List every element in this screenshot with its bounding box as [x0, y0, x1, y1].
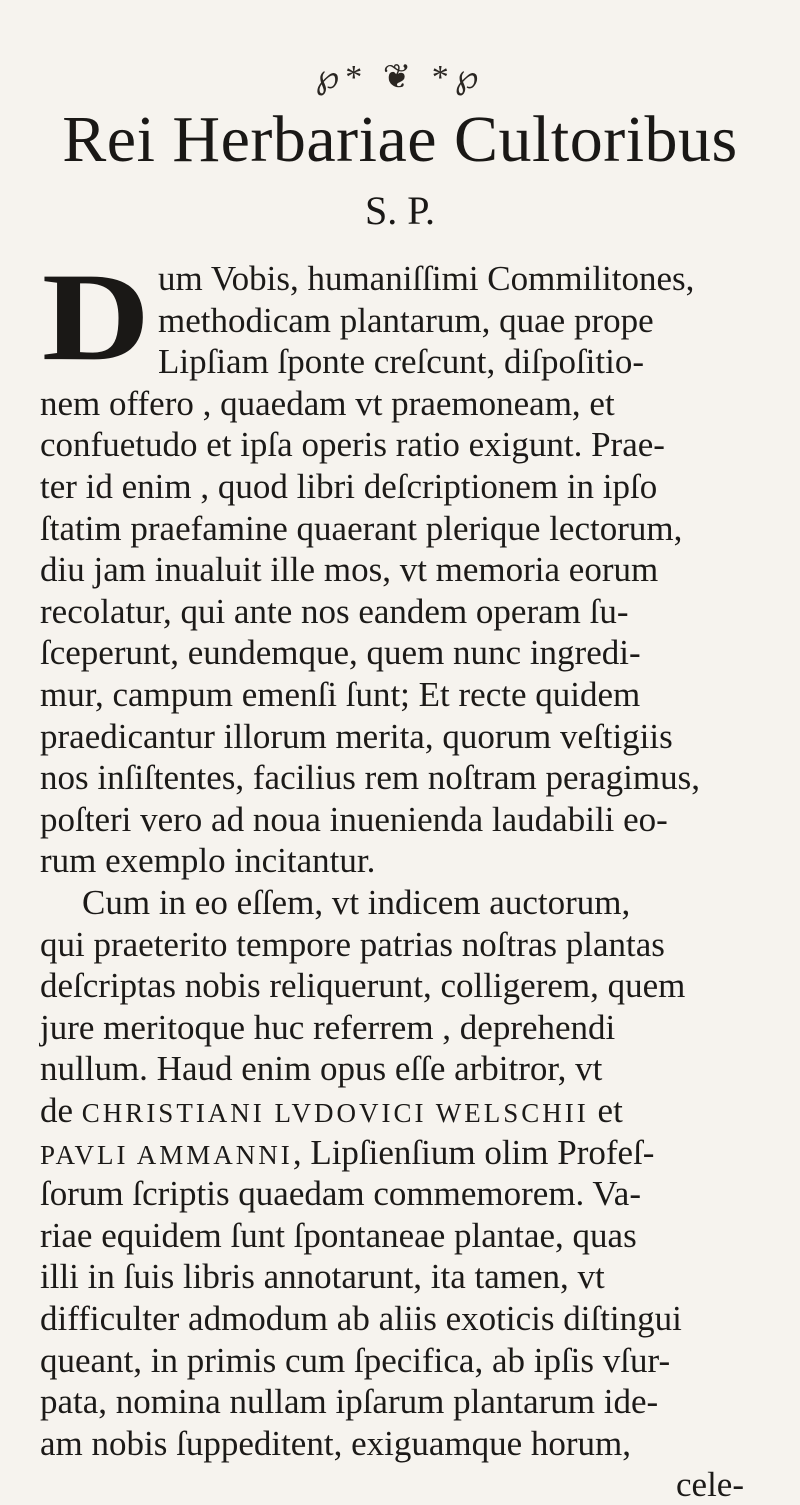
- text-line: Cum in eo eſſem, vt indicem auctorum,: [82, 883, 631, 922]
- drop-cap-initial: D: [41, 247, 151, 387]
- text-line: ter id enim , quod libri deſcriptionem in ipſo: [40, 467, 658, 506]
- author-name-small-caps: CHRISTIANI LVDOVICI WELSCHII: [81, 1098, 589, 1128]
- text-line: poſteri vero ad noua inuenienda laudabili eo-: [40, 799, 668, 839]
- text-line: nullum. Haud enim opus eſſe arbitror, vt: [40, 1049, 603, 1089]
- page-title: Rei Herbariae Cultoribus: [62, 103, 738, 176]
- salutation: S. P.: [364, 188, 436, 233]
- header-ornament: ℘* ❦ *℘: [315, 59, 485, 96]
- catchword: cele-: [676, 1465, 744, 1505]
- text-fragment: et: [597, 1091, 623, 1130]
- text-line: jure meritoque huc referrem , deprehendi: [40, 1007, 616, 1047]
- text-line: nos inſiſtentes, facilius rem noſtram peragimus,: [40, 758, 700, 798]
- text-line: nem offero , quaedam vt praemoneam, et: [40, 383, 615, 423]
- text-line: pata, nomina nullam ipſarum plantarum ide-: [40, 1382, 659, 1422]
- text-fragment: , Lipſienſium olim Profeſ-: [292, 1132, 655, 1172]
- text-line: rum exemplo incitantur.: [40, 841, 376, 881]
- text-fragment: de: [40, 1091, 74, 1130]
- text-line: illi in ſuis libris annotarunt, ita tamen, vt: [40, 1257, 605, 1297]
- text-line: diu jam inualuit ille mos, vt memoria eorum: [40, 550, 659, 590]
- text-line: mur, campum emenſi ſunt; Et recte quidem: [40, 675, 641, 714]
- text-line: ſorum ſcriptis quaedam commemorem. Va-: [40, 1174, 641, 1214]
- text-line: ſtatim praefamine quaerant plerique lectorum,: [40, 508, 683, 548]
- text-line: um Vobis, humaniſſimi Commilitones,: [158, 259, 695, 298]
- text-line: [40, 1090, 623, 1134]
- text-line: qui praeterito tempore patrias noſtras plantas: [40, 924, 665, 964]
- text-line: difficulter admodum ab aliis exoticis diſtingui: [40, 1299, 682, 1338]
- text-line: Lipſiam ſponte creſcunt, diſpoſitio-: [158, 342, 645, 382]
- text-line: recolatur, qui ante nos eandem operam ſu-: [40, 591, 629, 631]
- text-line: confuetudo et ipſa operis ratio exigunt. Prae-: [40, 425, 665, 465]
- text-line: riae equidem ſunt ſpontaneae plantae, quas: [40, 1215, 637, 1255]
- text-line: am nobis ſuppeditent, exiguamque horum,: [40, 1423, 632, 1463]
- author-name-small-caps: PAVLI AMMANNI: [40, 1139, 293, 1170]
- text-line: praedicantur illorum merita, quorum veſtigiis: [40, 716, 673, 756]
- text-line: ſceperunt, eundemque, quem nunc ingredi-: [40, 633, 641, 673]
- text-line: deſcriptas nobis reliquerunt, colligerem, quem: [40, 966, 686, 1006]
- text-line: [40, 1132, 654, 1176]
- text-line: queant, in primis cum ſpecifica, ab ipſis vſur-: [40, 1340, 671, 1380]
- text-line: methodicam plantarum, quae prope: [158, 300, 654, 340]
